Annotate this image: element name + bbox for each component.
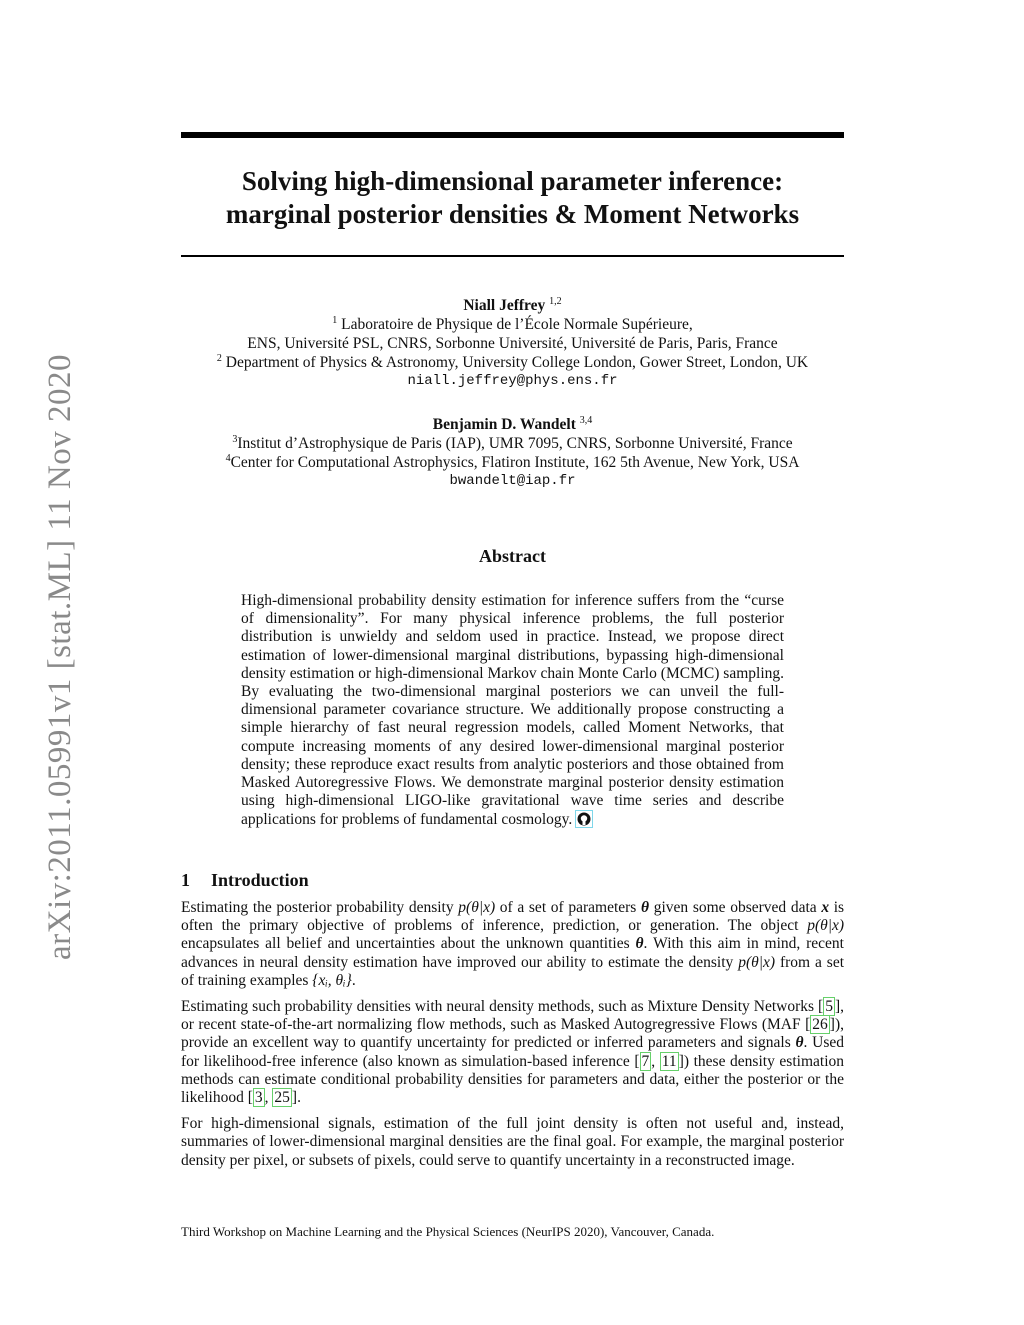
paragraph: Estimating the posterior probability density p(θ|x) of a set of parameters θ given some observed data x is often the primary objective of problems of inference, prediction, or generation. The object p(θ|x) encapsulates all belief and uncertainties about the unknown quantities θ. With this aim in mind, recent advances in neural density estimation have improved our ability to estimate the density p(θ|x) from a set of training examples {xᵢ, θᵢ}.	[181, 899, 845, 989]
citation-link[interactable]: 7	[641, 1052, 650, 1070]
abstract-body: High-dimensional probability density estimation for inference suffers from the “curse of dimensionality”. For many physical inference problems, the full posterior distribution is unwieldy and seldom used in practice. Instead, we propose direct estimation of lower-dimensional marginal distributions, bypassing high-dimensional density estimation or high-dimensional Markov chain Monte Carlo (MCMC) sampling. By evaluating the two-dimensional marginal posteriors we can unveil the full-dimensional parameter covariance structure. We additionally propose constructing a simple hierarchy of fast neural regression models, called Moment Networks, that compute increasing moments of any desired lower-dimensional marginal posterior density; these reproduce exact results from analytic posteriors and those obtained from Masked Autoregressive Flows. We demonstrate marginal posterior density estimation using high-dimensional LIGO-like gravitational wave time series and describe applications for problems of fundamental cosmology.	[241, 592, 784, 829]
citation-link[interactable]: 25	[274, 1089, 290, 1107]
citation-link[interactable]: 26	[812, 1016, 828, 1034]
paragraph: Estimating such probability densities with neural density methods, such as Mixture Density Networks [ 5 ], or recent state-of-the-art normalizing flow methods, such as Masked Autogregressive Flows (MAF [ 26 ]), provide an excellent way to quantify uncertainty for predicted or inferred parameters and signals θ. Used for likelihood-free inference (also known as simulation-based inference [ 7 , 11 ]) these density estimation methods can estimate conditional probability densities for parameters and data, either the posterior or the likelihood [ 3 , 25 ].	[181, 998, 845, 1107]
title-rule-top	[181, 132, 844, 138]
author-1: Niall Jeffrey $^{1,2}$ $^1$ Laboratoire de Physique de l’École Normale Supérieure, ENS, Université PSL, CNRS, Sorbonne Université, Université de Paris, Paris, France $^2$ Department of Physics & Astronomy, University College London, Gower Street, London, UK niall.jeffrey@phys.ens.fr	[160, 296, 865, 391]
footer-note: Third Workshop on Machine Learning and the Physical Sciences (NeurIPS 2020), Vancouver, Canada.	[181, 1224, 715, 1239]
author-block	[160, 296, 865, 506]
author-affiliation-marks: 1,2	[549, 295, 562, 307]
github-link-icon[interactable]	[575, 810, 593, 828]
author-email[interactable]: niall.jeffrey@phys.ens.fr	[407, 373, 618, 389]
author-2: Benjamin D. Wandelt $^{3,4}$ $^3$Institut d’Astrophysique de Paris (IAP), UMR 7095, CNRS, Sorbonne Université, France $^4$Center for Computational Astrophysics, Flatiron Institute, 162 5th Avenue, New York, USA bwandelt@iap.fr	[160, 415, 865, 491]
citation-link[interactable]: 11	[661, 1052, 677, 1070]
affiliation-4: Center for Computational Astrophysics, Flatiron Institute, 162 5th Avenue, New York, USA	[230, 454, 800, 471]
citation-link[interactable]: 3	[254, 1089, 263, 1107]
affiliation-1-cont: ENS, Université PSL, CNRS, Sorbonne Université, Université de Paris, Paris, France	[247, 335, 778, 352]
affiliation-3: Institut d’Astrophysique de Paris (IAP), UMR 7095, CNRS, Sorbonne Université, France	[237, 435, 793, 452]
paragraph: For high-dimensional signals, estimation of the full joint density is often not useful and, instead, summaries of lower-dimensional marginal densities are the final goal. For example, the marginal posterior density per pixel, or subsets of pixels, could serve to quantify uncertainty in a reconstructed image.	[181, 1115, 844, 1169]
author-name: Niall Jeffrey	[463, 297, 546, 314]
author-email[interactable]: bwandelt@iap.fr	[449, 473, 576, 489]
author-affiliation-marks: 3,4	[579, 414, 593, 426]
author-name: Benjamin D. Wandelt	[432, 416, 576, 433]
abstract-heading: Abstract	[479, 546, 546, 566]
title-rule-bottom	[181, 255, 844, 257]
affiliation-2: Department of Physics & Astronomy, University College London, Gower Street, London, UK	[225, 354, 809, 371]
arxiv-stamp: arXiv:2011.05991v1 [stat.ML] 11 Nov 2020	[42, 354, 78, 960]
affiliation-1: Laboratoire de Physique de l’École Normale Supérieure,	[341, 316, 693, 333]
citation-link[interactable]: 5	[825, 998, 833, 1016]
introduction-body	[181, 899, 844, 1178]
section-heading-introduction: 1 Introduction	[181, 870, 309, 890]
paper-title: Solving high-dimensional parameter inference: marginal posterior densities & Moment Networks	[225, 166, 800, 229]
